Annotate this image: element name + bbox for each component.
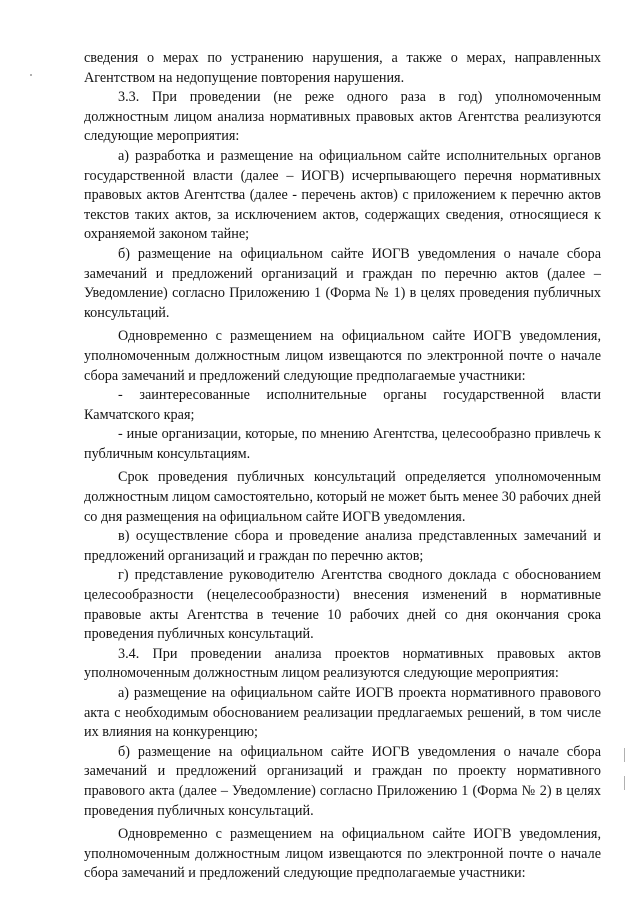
paragraph-item-b: б) размещение на официальном сайте ИОГВ уведомления о начале сбора замечаний и предложений организаций и граждан по перечню актов (далее – Уведомление) согласно Приложению 1 (Форма № 1) в целях проведения публичных консультаций. [84, 245, 601, 321]
paragraph-continuation: сведения о мерах по устранению нарушения, а также о мерах, направленных Агентством на недопущение повторения нарушения. [84, 50, 601, 86]
scan-speck [30, 74, 32, 76]
scan-speck [624, 748, 625, 762]
paragraph-section-3-4: 3.4. При проведении анализа проектов нормативных правовых актов уполномоченным должностным лицом реализуются следующие мероприятия: [84, 645, 601, 682]
paragraph-dash-item: - заинтересованные исполнительные органы государственной власти Камчатского края; [84, 387, 601, 423]
paragraph-notification: Одновременно с размещением на официальном сайте ИОГВ уведомления, уполномоченным должностным лицом извещаются по электронной почте о начале сбора замечаний и предложений следующие предполагаемые участники: [84, 826, 601, 882]
document-body [84, 49, 601, 884]
paragraph-notification: Одновременно с размещением на официальном сайте ИОГВ уведомления, уполномоченным должностным лицом извещаются по электронной почте о начале сбора замечаний и предложений следующие предполагаемые участники: [84, 328, 601, 384]
paragraph-item-b: б) размещение на официальном сайте ИОГВ уведомления о начале сбора замечаний и предложений организаций и граждан по проекту нормативного правового акта (далее – Уведомление) согласно Приложению 1 (Форма № 2) в целях проведения публичных консультаций. [84, 743, 601, 819]
scan-speck [624, 776, 625, 790]
paragraph-item-a: а) размещение на официальном сайте ИОГВ проекта нормативного правового акта с необходимым обоснованием реализации предлагаемых решений, в том числе их влияния на конкуренцию; [84, 685, 601, 741]
paragraph-item-a: а) разработка и размещение на официальном сайте исполнительных органов государственной власти (далее – ИОГВ) исчерпывающего перечня нормативных правовых актов Агентства (далее - перечень актов) с приложением к перечню актов текстов таких актов, за исключением актов, содержащих сведения, относящиеся к охраняемой законом тайне; [84, 147, 601, 243]
paragraph-consultation-term: Срок проведения публичных консультаций определяется уполномоченным должностным лицом самостоятельно, который не может быть менее 30 рабочих дней со дня размещения на официальном сайте ИОГВ уведомления. [84, 469, 601, 525]
paragraph-item-g: г) представление руководителю Агентства сводного доклада с обоснованием целесообразности (нецелесообразности) внесения изменений в нормативные правовые акты Агентства в течение 10 рабочих дней со дня окончания срока проведения публичных консультаций. [84, 567, 601, 643]
paragraph-dash-item: - иные организации, которые, по мнению Агентства, целесообразно привлечь к публичным консультациям. [84, 426, 601, 462]
paragraph-item-v: в) осуществление сбора и проведение анализа представленных замечаний и предложений организаций и граждан по перечню актов; [84, 528, 601, 564]
paragraph-section-3-3: 3.3. При проведении (не реже одного раза в год) уполномоченным должностным лицом анализа нормативных правовых актов Агентства реализуются следующие мероприятия: [84, 89, 601, 145]
